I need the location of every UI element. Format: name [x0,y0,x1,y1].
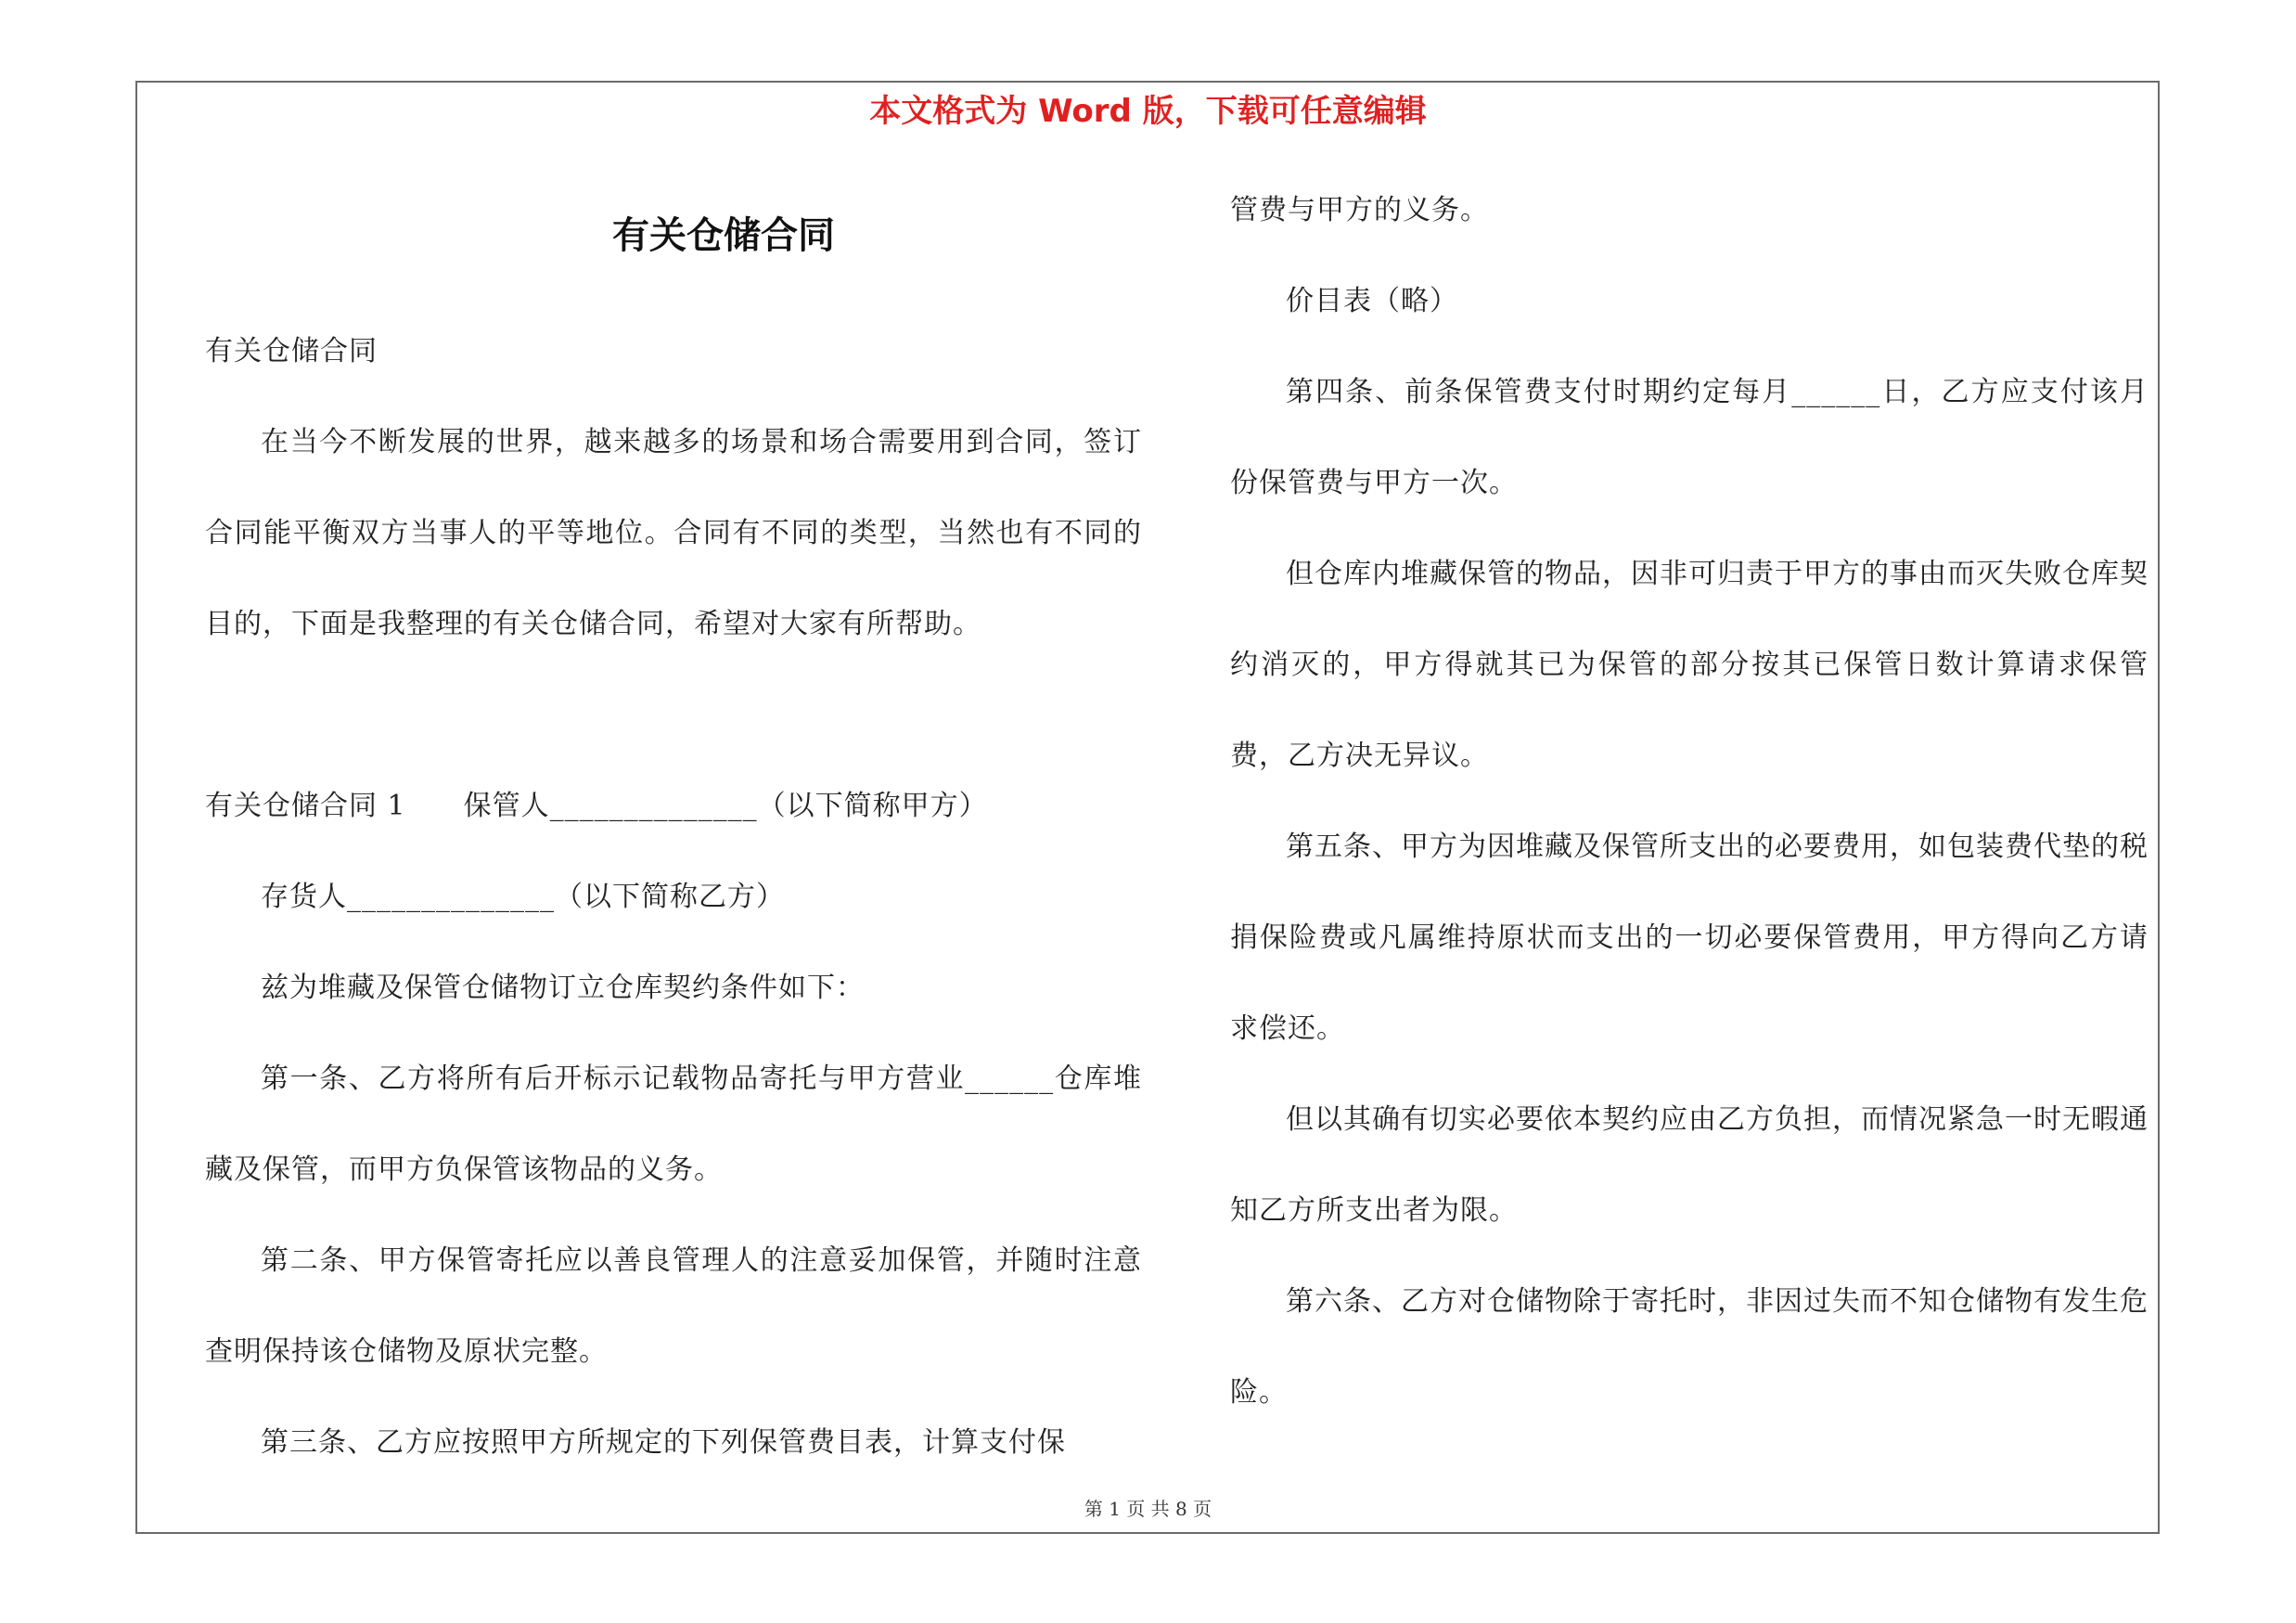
paragraph: 第二条、甲方保管寄托应以善良管理人的注意妥加保管，并随时注意查明保持该仓储物及原状完整。 [205,1244,1142,1368]
paragraph: 但以其确有切实必要依本契约应由乙方负担，而情况紧急一时无暇通知乙方所支出者为限。 [1230,1103,2148,1227]
paragraph: 第六条、乙方对仓储物除于寄托时，非因过失而不知仓储物有发生危险。 [1230,1285,2148,1409]
paragraph: 兹为堆藏及保管仓储物订立仓库契约条件如下： [261,972,865,1004]
paragraph: 有关仓储合同 [205,335,378,367]
page-number-footer: 第 1 页 共 8 页 [1084,1498,1212,1520]
paragraph: 但仓库内堆藏保管的物品，因非可归责于甲方的事由而灭失败仓库契约消灭的，甲方得就其已为保管的部分按其已保管日数计算请求保管费，乙方决无异议。 [1230,558,2148,772]
paragraph: 第三条、乙方应按照甲方所规定的下列保管费目表，计算支付保 [261,1426,1066,1459]
left-column [205,306,1142,1488]
paragraph: 第四条、前条保管费支付时期约定每月______日，乙方应支付该月份保管费与甲方一次。 [1230,376,2148,499]
paragraph: 第五条、甲方为因堆藏及保管所支出的必要费用，如包装费代垫的税捐保险费或凡属维持原状而支出的一切必要保管费用，甲方得向乙方请求偿还。 [1230,831,2148,1045]
paragraph: 价目表（略） [1286,285,1458,317]
paragraph: 在当今不断发展的世界，越来越多的场景和场合需要用到合同，签订合同能平衡双方当事人的平等地位。合同有不同的类型，当然也有不同的目的，下面是我整理的有关仓储合同，希望对大家有所帮助。 [205,426,1142,640]
paragraph: 管费与甲方的义务。 [1230,194,1489,226]
paragraph: 存货人______________（以下简称乙方） [261,881,785,913]
format-banner: 本文格式为 Word 版，下载可任意编辑 [869,93,1427,130]
paragraph: 第一条、乙方将所有后开标示记载物品寄托与甲方营业______仓库堆藏及保管，而甲方负保管该物品的义务。 [205,1063,1142,1186]
right-column [1230,165,2148,1438]
document-title: 有关仓储合同 [612,214,835,257]
paragraph: 有关仓储合同 1 保管人______________（以下简称甲方） [205,790,988,822]
